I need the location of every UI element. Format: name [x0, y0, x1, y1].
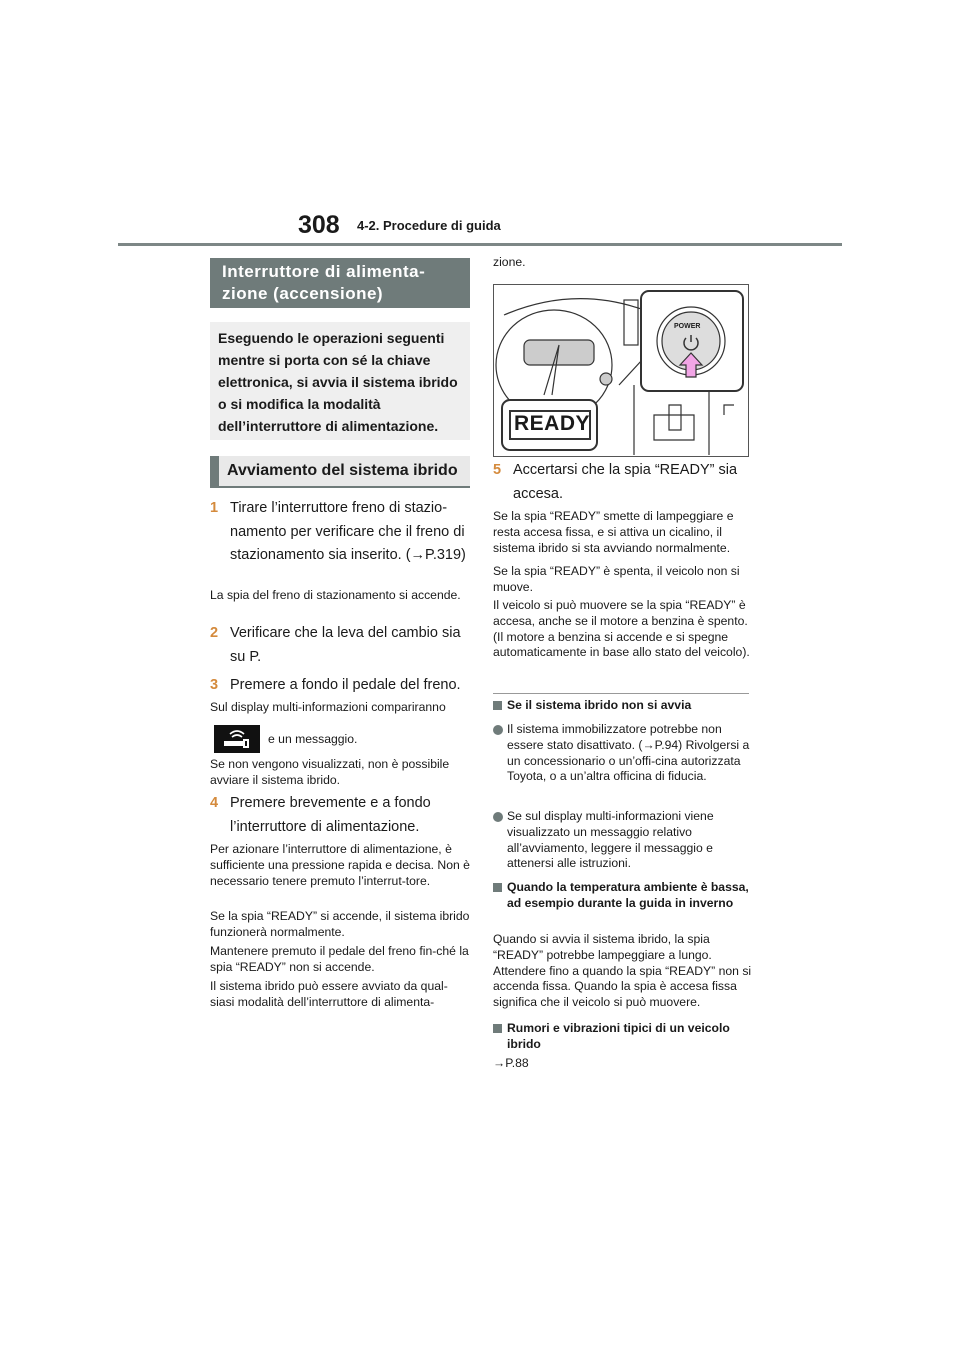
subsection-heading: Avviamento del sistema ibrido [210, 456, 470, 488]
note: Il sistema ibrido può essere avviato da qual-siasi modalità dell’interruttore di alimenta- [210, 979, 448, 1009]
bullet-text: Il sistema immobilizzatore potrebbe non essere stato disattivato. (→P.94) Rivolgersi a un concessionario o un’offi-cina autorizzata Toyota, o a un’altra officina di fiducia. [507, 722, 750, 784]
step-number: 5 [493, 462, 502, 478]
note: e un messaggio. [268, 732, 358, 746]
note: Mantenere premuto il pedale del freno fin-ché la spia “READY” non si accende. [210, 944, 469, 974]
note: Per azionare l’interruttore di alimentazione, è sufficiente una pressione rapida e decisa. Non è necessario tenere premuto l’interrut-tore. [210, 842, 470, 888]
step-4 [210, 792, 475, 839]
note: Se non vengono visualizzati, non è possibile avviare il sistema ibrido. [210, 757, 450, 787]
header-divider [118, 243, 842, 246]
info-divider [493, 693, 749, 694]
info-text: Quando si avvia il sistema ibrido, la spia “READY” potrebbe lampeggiare a lungo. Attendere fino a quando la spia “READY” non si accenda fissa. Quando la spia è accesa fissa significa che il veicolo si può muovere. [493, 932, 752, 1010]
note: Sul display multi-informazioni compariranno [210, 700, 446, 714]
step-5 [493, 459, 758, 506]
bullet-icon [493, 725, 503, 735]
note: Se la spia “READY” è spenta, il veicolo non si muove. [493, 564, 740, 594]
step-3 [210, 674, 475, 698]
step-text: Tirare l’interruttore freno di stazio-namento per verificare che il freno di stazionamento sia inserito. (→P.319) [230, 500, 466, 563]
smart-key-warning-icon [214, 725, 260, 753]
note: zione. [493, 255, 526, 269]
info-heading [493, 1021, 753, 1053]
step-number: 3 [210, 677, 219, 693]
step-text: Premere brevemente e a fondo l’interruttore di alimentazione. [230, 795, 431, 835]
bullet-icon [493, 812, 503, 822]
note: La spia del freno di stazionamento si accende. [210, 588, 461, 602]
note: Se la spia “READY” si accende, il sistema ibrido funzionerà normalmente. [210, 909, 470, 939]
step-number: 4 [210, 795, 219, 811]
bullet-text: Se sul display multi-informazioni viene visualizzato un messaggio relativo all’avviamento, leggere il messaggio e attenersi alle istruzioni. [507, 809, 714, 871]
title-line: Interruttore di alimenta- [222, 262, 426, 281]
step-text: Accertarsi che la spia “READY” sia accesa. [513, 462, 738, 502]
page-number: 308 [298, 211, 340, 239]
note: Il veicolo si può muovere se la spia “READY” è accesa, anche se il motore a benzina è spento. (Il motore a benzina si accende e si spegne automaticamente in base allo stato del veicolo). [493, 598, 750, 660]
heading-text: Se il sistema ibrido non si avvia [507, 698, 692, 712]
bullet-item [493, 809, 753, 872]
power-label: POWER [674, 323, 701, 330]
dashboard-illustration [493, 284, 749, 457]
step-2 [210, 622, 475, 669]
step-number: 1 [210, 500, 219, 516]
ready-label: READY [514, 412, 591, 435]
intro-box: Eseguendo le operazioni seguenti mentre si porta con sé la chiave elettronica, si avvia il sistema ibrido o si modifica la modalità dell’interruttore di alimentazione. [210, 322, 470, 440]
step-text: Verificare che la leva del cambio sia su P. [230, 625, 461, 665]
step-text: Premere a fondo il pedale del freno. [230, 677, 461, 693]
bullet-item [493, 722, 753, 785]
info-heading [493, 880, 753, 912]
info-heading [493, 698, 753, 714]
chapter-title: 4-2. Procedure di guida [357, 218, 501, 233]
title-line: zione (accensione) [222, 284, 384, 303]
note: Se la spia “READY” smette di lampeggiare e resta accesa fissa, e si attiva un cicalino, il sistema ibrido si sta avviando normalmente. [493, 509, 734, 555]
heading-text: Quando la temperatura ambiente è bassa, ad esempio durante la guida in inverno [507, 880, 749, 910]
heading-text: Rumori e vibrazioni tipici di un veicolo ibrido [507, 1021, 730, 1051]
page-reference: →P.88 [493, 1056, 529, 1070]
step-1 [210, 497, 475, 568]
section-title-box [210, 258, 470, 308]
step-number: 2 [210, 625, 219, 641]
